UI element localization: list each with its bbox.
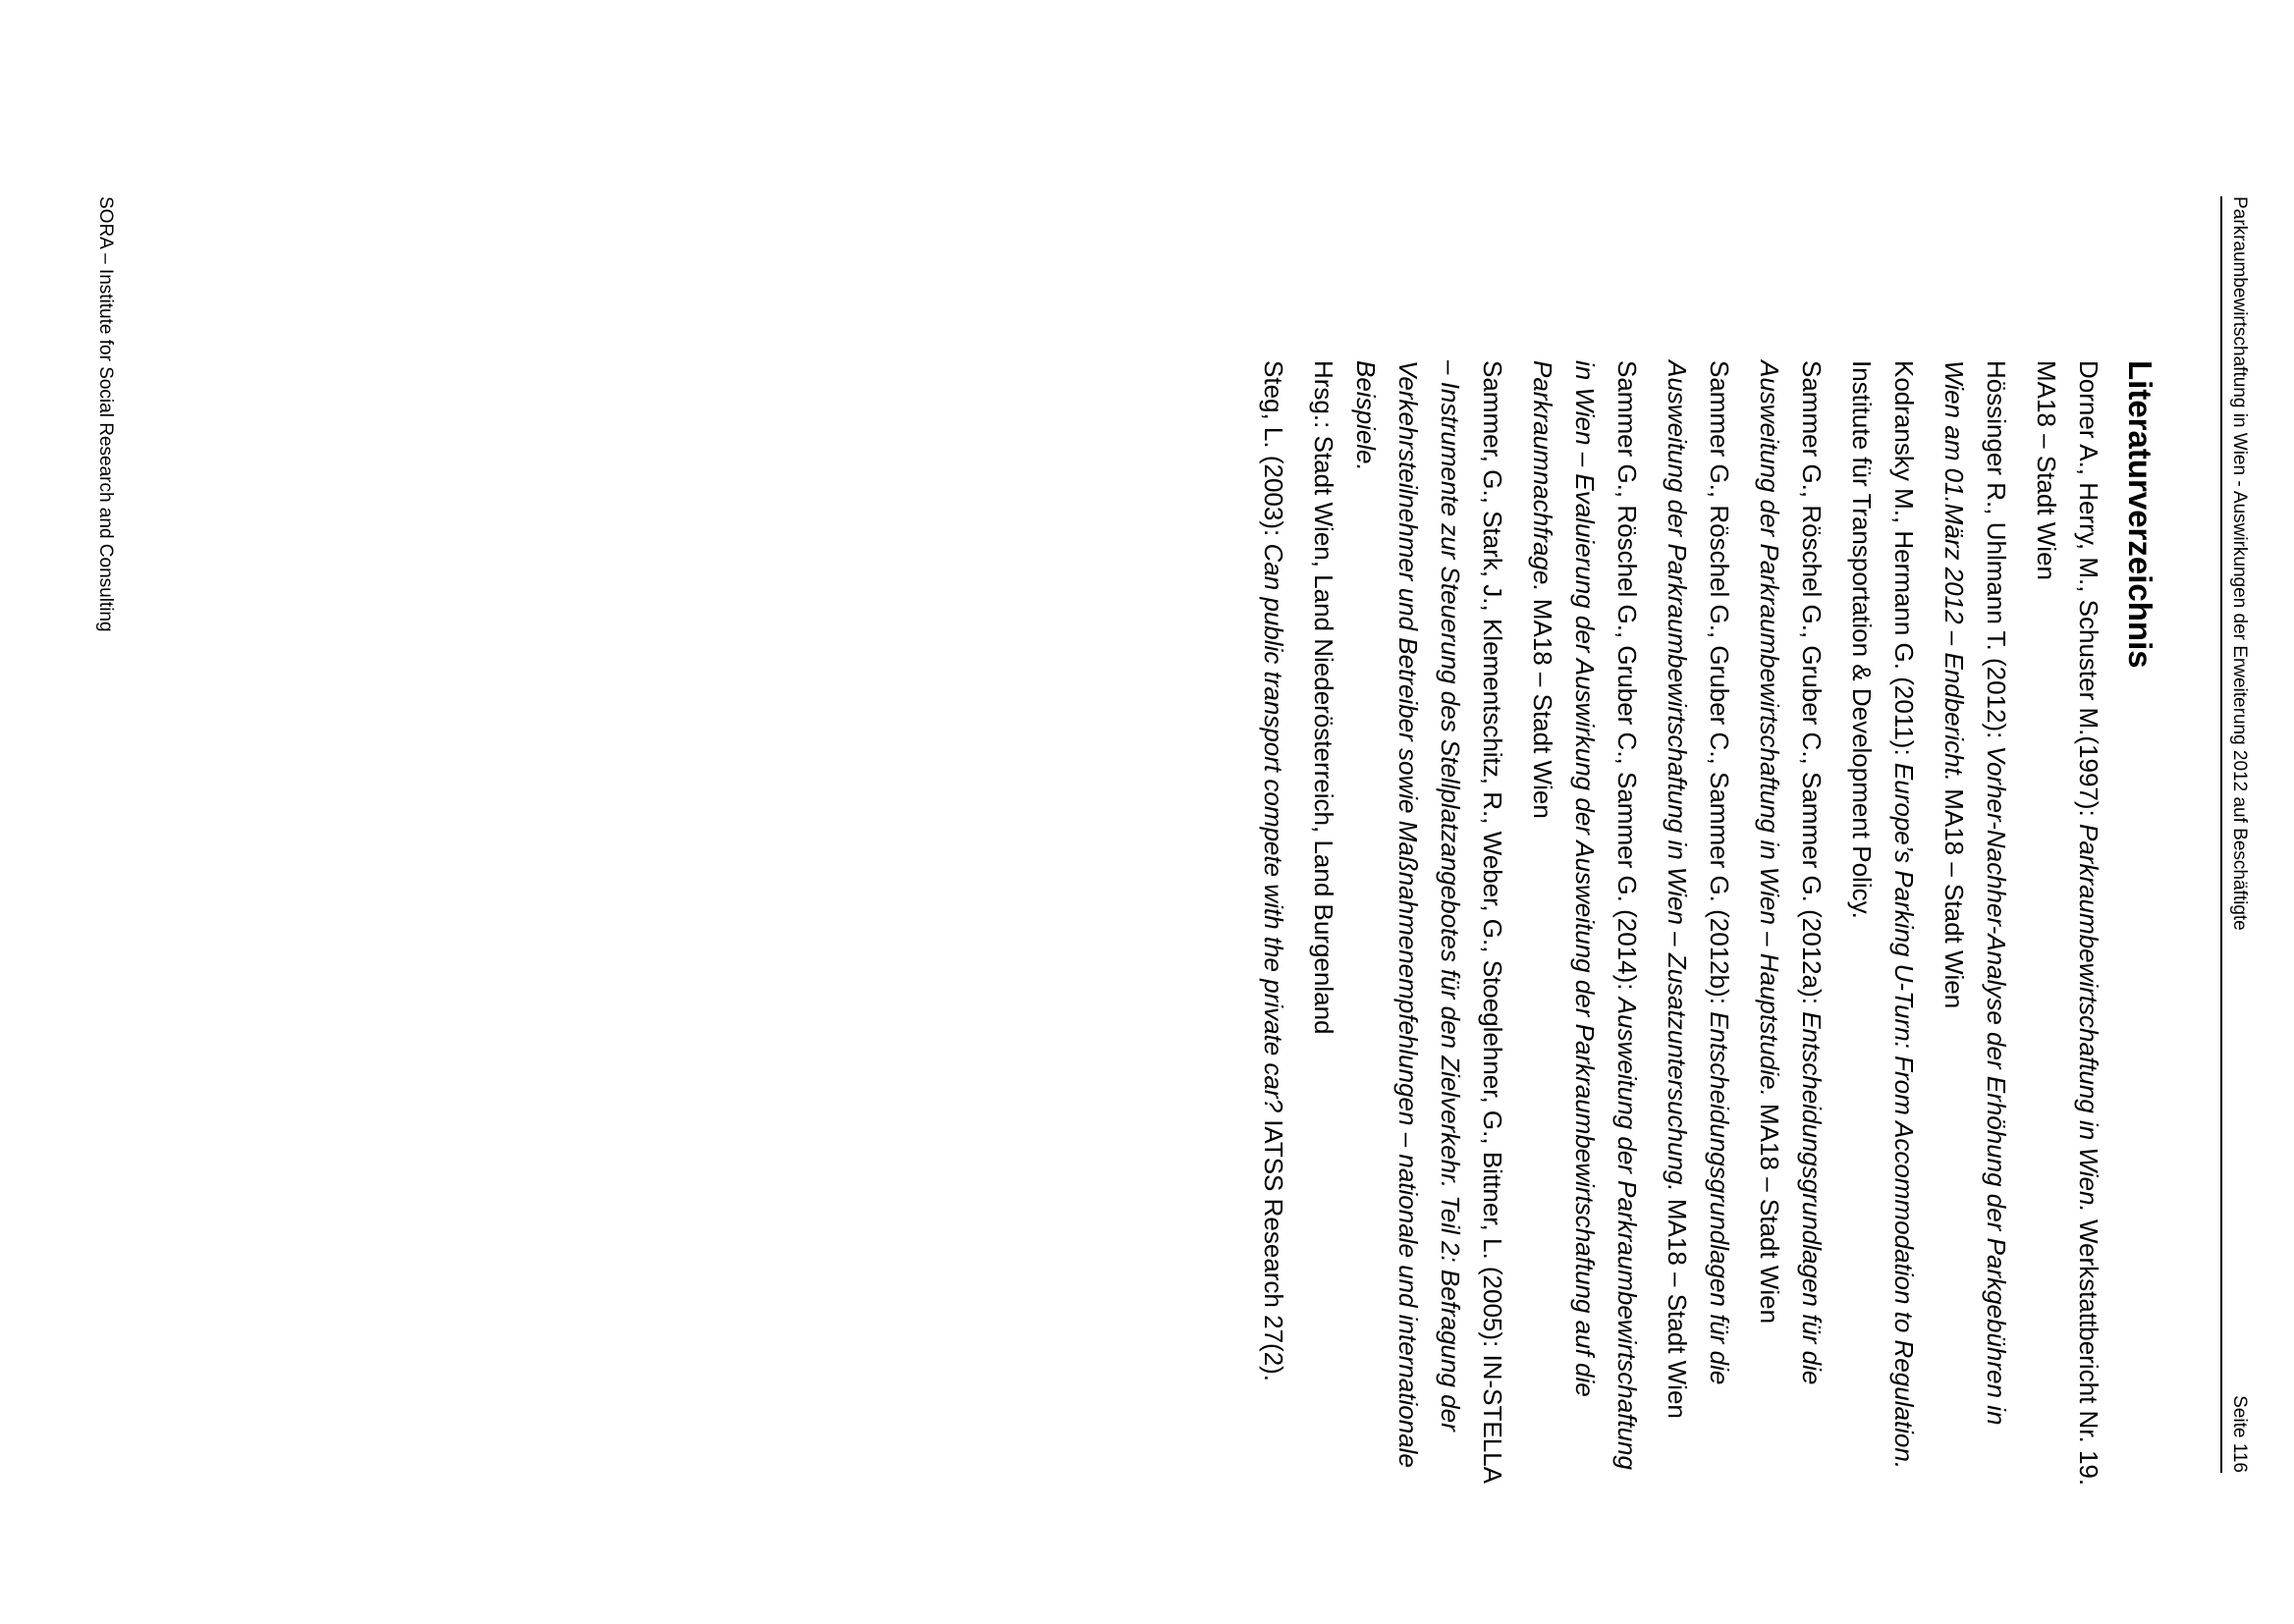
reference-item: Sammer G., Röschel G., Gruber C., Sammer G. (2012b): Entscheidungsgrundlagen für die Ausweitung der Parkraumbewirtschaftung in Wien – Zusatzuntersuchung. MA18 – Stadt Wien (1663, 360, 1734, 1419)
reference-item: Dorner A., Herry, M., Schuster M.(1997): Parkraumbewirtschaftung in Wien. Werkstattbericht Nr. 19. MA18 – Stadt Wien (2032, 360, 2103, 1487)
section-title: Literaturverzeichnis (2122, 360, 2158, 669)
reference-item: Hrsg.: Stadt Wien, Land Niederösterreich, Land Burgenland (1309, 360, 1338, 1035)
reference-item: Sammer G., Röschel G., Gruber C., Sammer G. (2012a): Entscheidungsgrundlagen für die Ausweitung der Parkraumbewirtschaftung in Wien – Hauptstudie. MA18 – Stadt Wien (1755, 360, 1827, 1385)
reference-item: Hössinger R., Uhlmann T. (2012): Vorher-Nachher-Analyse der Erhöhung der Parkgebühren in Wien am 01.März 2012 – Endbericht. MA18 – Stadt Wien (1939, 360, 2011, 1426)
reference-list (1244, 360, 2109, 1487)
page-number: Seite 116 (2229, 1395, 2250, 1473)
reference-item: Steg, L. (2003): Can public transport compete with the private car? IATSS Research 27(2). (1259, 360, 1288, 1382)
running-title: Parkraumbewirtschaftung in Wien - Auswirkungen der Erweiterung 2012 auf Beschäftigte (2229, 196, 2250, 931)
reference-item: Sammer, G., Stark, J., Klementschitz, R., Weber, G., Stoeglehner, G., Bittner, L. (2005): IN-STELLA – Instrumente zur Steuerung des Stellplatzangebotes für den Zielverkehr. Teil 2: Befragung der Verkehrsteilnehmer und Betreiber sowie Maßnahmenempfehlungen – nationale und internationale Beispiele. (1351, 360, 1507, 1483)
reference-item: Kodransky M., Hermann G. (2011): Europe’s Parking U-Turn: From Accommodation to Regulation. Institute für Transportation & Development Policy. (1847, 360, 1919, 1470)
page-footer: SORA – Institute for Social Research and Consulting (95, 196, 116, 632)
running-header (2220, 196, 2250, 1473)
reference-item: Sammer G., Röschel G., Gruber C., Sammer G. (2014): Ausweitung der Parkraumbewirtschaftung in Wien – Evaluierung der Auswirkung der Ausweitung der Parkraumbewirtschaftung auf die Parkraumnachfrage. MA18 – Stadt Wien (1528, 360, 1642, 1470)
